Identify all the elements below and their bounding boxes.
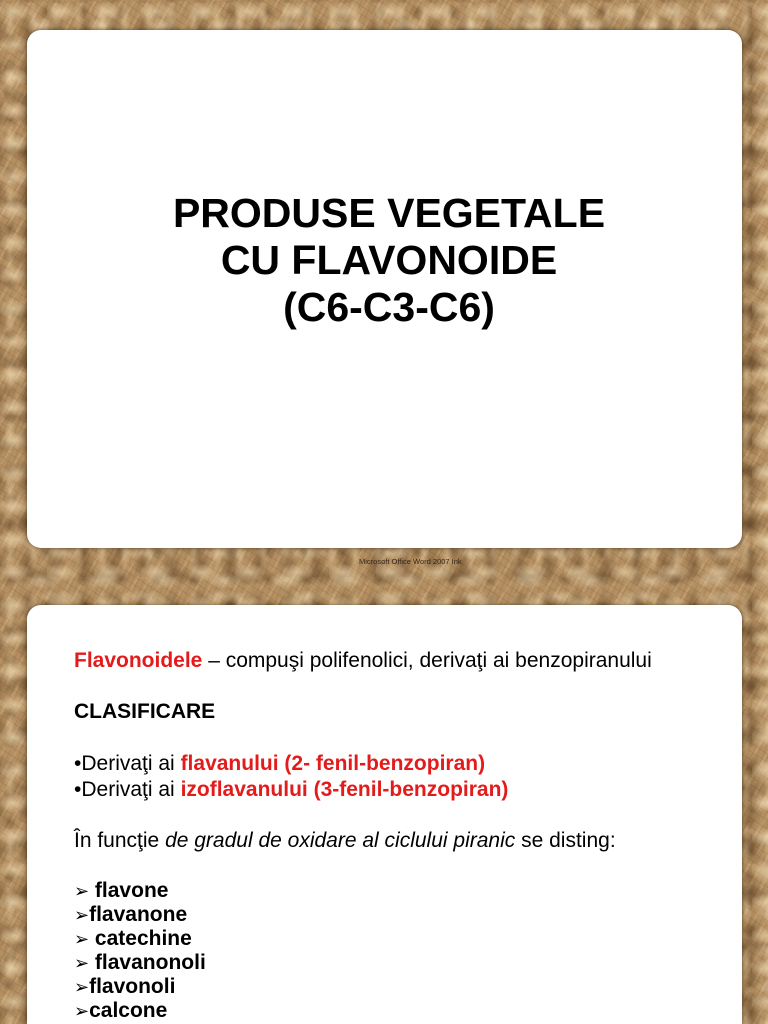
slide-2 (27, 605, 742, 1024)
slide-1 (27, 30, 742, 548)
title-line: (C6-C3-C6) (283, 284, 495, 330)
derivative-item (74, 751, 722, 777)
arrow-bullet-icon: ➢ (74, 1001, 90, 1022)
list-item (74, 903, 722, 927)
arrow-bullet-icon: ➢ (74, 881, 90, 902)
flavonoid-classes-list (74, 879, 722, 1023)
list-item (74, 879, 722, 903)
criterion-suffix: se disting: (515, 829, 616, 852)
watermark-text: Microsoft Office Word 2007 Ink (359, 557, 462, 566)
list-item (74, 975, 722, 999)
definition-term: Flavonoidele (74, 649, 203, 672)
derivative-highlight: flavanului (2- fenil-benzopiran) (180, 752, 486, 775)
derivatives-list (74, 751, 722, 803)
list-item (74, 999, 722, 1023)
derivative-item (74, 777, 722, 803)
slide-2-content (74, 648, 722, 1023)
derivative-highlight: izoflavanului (3-fenil-benzopiran) (180, 778, 509, 801)
title-line: CU FLAVONOIDE (220, 237, 558, 283)
arrow-bullet-icon: ➢ (74, 977, 90, 998)
list-item-label: flavonoli (89, 975, 176, 998)
arrow-bullet-icon: ➢ (74, 929, 90, 950)
list-item-label: flavone (89, 879, 169, 902)
criterion-line (74, 828, 722, 854)
list-item-label: flavanonoli (89, 951, 206, 974)
derivative-prefix: •Derivaţi ai (74, 778, 181, 801)
derivative-prefix: •Derivaţi ai (74, 752, 181, 775)
list-item (74, 927, 722, 951)
arrow-bullet-icon: ➢ (74, 953, 90, 974)
criterion-prefix: În funcţie (74, 829, 166, 852)
definition-text: – compuşi polifenolici, derivaţi ai benzopiranului (202, 649, 652, 672)
list-item-label: calcone (89, 999, 168, 1022)
section-heading: CLASIFICARE (74, 700, 216, 723)
list-item-label: flavanone (89, 903, 188, 926)
slide-title (36, 190, 742, 331)
list-item (74, 951, 722, 975)
title-line: PRODUSE VEGETALE (172, 190, 606, 236)
definition-line (74, 648, 722, 674)
criterion-emphasis: de gradul de oxidare al ciclului piranic (165, 829, 516, 852)
list-item-label: catechine (89, 927, 192, 950)
arrow-bullet-icon: ➢ (74, 905, 90, 926)
